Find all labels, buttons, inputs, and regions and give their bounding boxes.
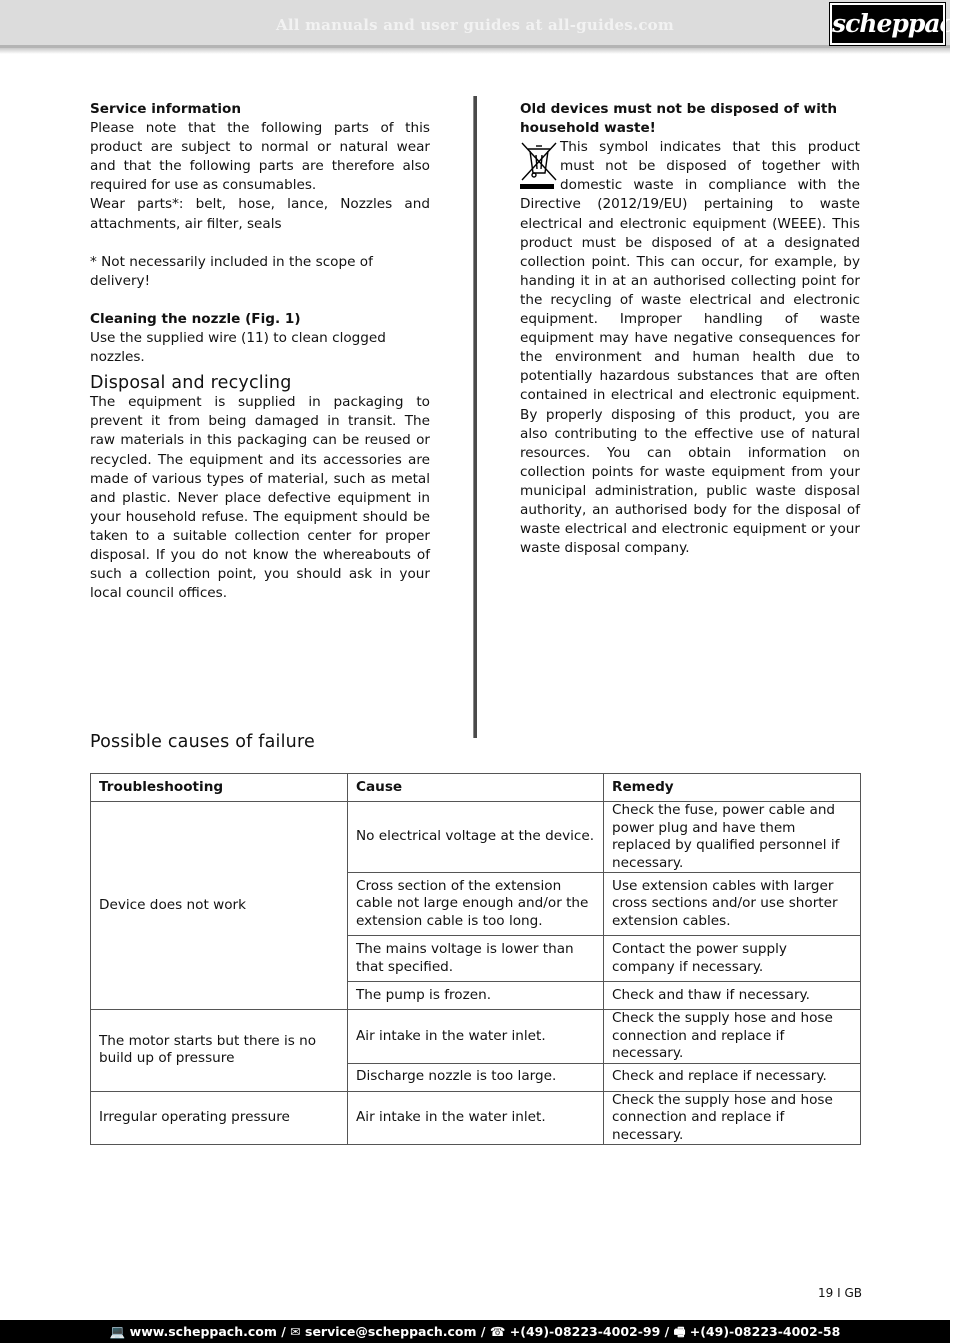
phone-icon: ☎ [489, 1324, 506, 1339]
footer-phone: +(49)-08223-4002-99 [509, 1324, 661, 1339]
table-row [91, 802, 861, 873]
cause-cell: Air intake in the water inlet. [348, 1010, 604, 1064]
header-shadow [0, 48, 950, 54]
wear-parts: Wear parts*: belt, hose, lance, Nozzles and attachments, air filter, seals [90, 196, 430, 232]
weee-text: This symbol indicates that this product must not be disposed of together with domestic waste in compliance with the Directive (2012/19/EU) pertaining to waste electrical and electronic equipment (WEEE). This product must be disposed of at a designated collection point. This can occur, for example, by handing it in at an authorised collecting point for the recycling of waste electrical and electronic equipment. Improper handling of waste equipment may have negative consequences for the environment and human health due to potentially hazardous substances that are often contained in electrical and electronic equipment. By properly disposing of this product, you are also contributing to the effective use of natural resources. You can obtain information on collection points for waste equipment from your municipal administration, public waste disposal authority, an authorised body for the disposal of waste electrical and electronic equipment or your waste disposal company. [520, 139, 860, 557]
watermark: All manuals and user guides at all-guides.com [276, 16, 674, 34]
scheppach-logo: scheppach [830, 3, 945, 45]
email-icon: ✉ [290, 1324, 301, 1339]
remedy-cell: Check the fuse, power cable and power plug and have them replaced by qualified personnel if necessary. [604, 802, 861, 873]
remedy-cell: Contact the power supply company if necessary. [604, 936, 861, 982]
weee-title: Old devices must not be disposed of with household waste! [520, 101, 838, 137]
remedy-cell: Check and replace if necessary. [604, 1063, 861, 1091]
table-row [91, 1010, 861, 1064]
cause-cell: No electrical voltage at the device. [348, 802, 604, 873]
fax-icon: 🖷 [673, 1324, 686, 1339]
cleaning-title: Cleaning the nozzle (Fig. 1) [90, 310, 301, 327]
footer-separator: / [281, 1324, 291, 1339]
footnote: * Not necessarily included in the scope of delivery! [90, 253, 373, 289]
footer-website[interactable]: www.scheppach.com [129, 1324, 277, 1339]
problem-cell: Irregular operating pressure [91, 1091, 348, 1145]
remedy-cell: Check the supply hose and hose connection and replace if necessary. [604, 1010, 861, 1064]
computer-icon: 💻 [109, 1324, 126, 1339]
failure-title: Possible causes of failure [90, 732, 315, 752]
footer-bar [0, 1320, 950, 1343]
footer-separator: / [480, 1324, 490, 1339]
footer-separator: / [664, 1324, 674, 1339]
cause-cell: The mains voltage is lower than that specified. [348, 936, 604, 982]
service-text: Please note that the following parts of this product are subject to normal or natural wear and that the following parts are therefore also required for use as consumables. [90, 120, 430, 194]
cause-cell: Cross section of the extension cable not large enough and/or the extension cable is too long. [348, 873, 604, 936]
table-header-row [91, 774, 861, 802]
problem-cell: Device does not work [91, 802, 348, 1010]
cleaning-text: Use the supplied wire (11) to clean clogged nozzles. [90, 329, 386, 366]
page-number: 19 I GB [818, 1286, 862, 1300]
header-cause: Cause [348, 774, 604, 802]
header-remedy: Remedy [604, 774, 861, 802]
footer-fax: +(49)-08223-4002-58 [689, 1324, 841, 1339]
header-troubleshooting: Troubleshooting [91, 774, 348, 802]
disposal-text: The equipment is supplied in packaging to prevent it from being damaged in transit. The raw materials in this packaging can be reused or recycled. The equipment and its accessories are made of various types of material, such as metal and plastic. Never place defective equipment in your household refuse. The equipment should be taken to a suitable collection center for proper disposal. If you do not know the whereabouts of such a collection point, you should ask in your local council offices. [90, 394, 430, 602]
header-bar [0, 0, 971, 48]
left-column [90, 100, 430, 603]
troubleshooting-table [90, 773, 861, 1145]
disposal-title: Disposal and recycling [90, 373, 292, 394]
crossed-out-wheelie-bin-icon [520, 140, 558, 192]
right-column [520, 100, 860, 558]
footer-email[interactable]: service@scheppach.com [305, 1324, 477, 1339]
service-title: Service information [90, 101, 242, 117]
table-row [91, 1091, 861, 1145]
cause-cell: The pump is frozen. [348, 982, 604, 1010]
cause-cell: Discharge nozzle is too large. [348, 1063, 604, 1091]
remedy-cell: Use extension cables with larger cross sections and/or use shorter extension cables. [604, 873, 861, 936]
problem-cell: The motor starts but there is no build up of pressure [91, 1010, 348, 1092]
column-divider [473, 96, 477, 738]
remedy-cell: Check and thaw if necessary. [604, 982, 861, 1010]
cause-cell: Air intake in the water inlet. [348, 1091, 604, 1145]
remedy-cell: Check the supply hose and hose connection and replace if necessary. [604, 1091, 861, 1145]
